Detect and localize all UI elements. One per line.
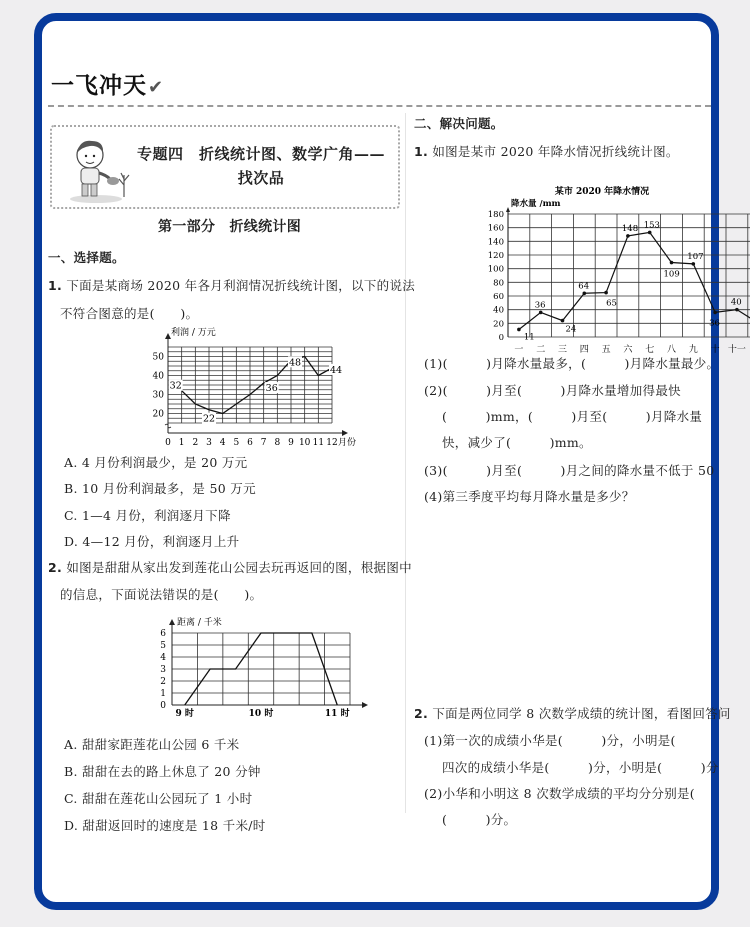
x-axis-arrow <box>342 430 348 436</box>
series-line <box>519 232 750 329</box>
q2-option-b[interactable]: B. 甜甜在去的路上休息了 20 分钟 <box>64 764 261 779</box>
data-point <box>648 231 652 235</box>
x-axis-label: 月份 <box>338 438 357 448</box>
data-point <box>692 262 696 266</box>
brand-title: 一飞冲天 <box>51 73 147 99</box>
q2-text: 如图是甜甜从家出发到莲花山公园去玩再返回的图，根据图中 <box>66 560 412 575</box>
x-tick-label: 12 <box>326 438 338 448</box>
y-axis-arrow <box>169 619 175 625</box>
data-point <box>604 291 608 295</box>
rq1-sub2: (2)( )月至( )月降水量增加得最快 <box>424 383 681 398</box>
y-axis-label: 距离 / 千米 <box>177 618 222 628</box>
rq2-number: 2. <box>414 706 429 721</box>
data-point <box>561 319 565 323</box>
x-tick-label: 八 <box>666 345 677 355</box>
data-label: 65 <box>606 298 617 309</box>
y-tick-label: 60 <box>493 292 504 302</box>
rq2-sub1-cont: 四次的成绩小华是( )分，小明是( )分 <box>442 760 719 775</box>
x-tick-label: 2 <box>192 438 199 448</box>
x-tick-label: 四 <box>579 345 589 355</box>
column-divider <box>405 113 406 813</box>
x-tick-label: 九 <box>688 345 698 355</box>
q1-number: 1. <box>48 278 63 293</box>
y-tick-label: 0 <box>160 701 166 711</box>
y-tick-label: 160 <box>487 223 504 234</box>
x-tick-label: 七 <box>645 345 655 355</box>
rq1-sub2-cont2: 快，减少了( )mm。 <box>442 435 592 450</box>
brand-logo <box>51 67 164 100</box>
y-tick-label: 6 <box>160 629 166 639</box>
y-tick-label: 100 <box>487 264 504 275</box>
rq2-text: 下面是两位同学 8 次数学成绩的统计图，看图回答问 <box>432 706 731 721</box>
rq1-sub2-cont: ( )mm，( )月至( )月降水量 <box>442 409 703 424</box>
x-tick-label: 10 <box>298 438 311 448</box>
data-label: 36 <box>265 383 278 395</box>
x-tick-label: 六 <box>623 345 633 355</box>
x-tick-label: 7 <box>260 438 267 448</box>
y-axis-arrow <box>506 207 510 212</box>
topic-title <box>126 142 396 190</box>
data-point <box>626 234 630 238</box>
rq1-line1 <box>414 142 679 160</box>
x-tick-label: 三 <box>557 345 568 355</box>
data-label: 64 <box>578 281 590 292</box>
x-tick-label: 1 <box>178 438 185 448</box>
rq2-sub2-cont: ( )分。 <box>442 812 517 827</box>
axis-break <box>165 424 171 428</box>
y-tick-label: 1 <box>160 689 166 699</box>
y-tick-label: 0 <box>498 333 504 343</box>
q1-text: 下面是某商场 2020 年各月利润情况折线统计图，以下的说法 <box>66 278 416 293</box>
data-label: 44 <box>330 364 343 376</box>
x-tick-label: 3 <box>206 438 212 448</box>
y-tick-label: 80 <box>493 278 504 289</box>
q2-option-c[interactable]: C. 甜甜在莲花山公园玩了 1 小时 <box>64 791 253 806</box>
q1-option-b[interactable]: B. 10 月份利润最多，是 50 万元 <box>64 481 256 496</box>
x-tick-label: 二 <box>536 345 546 355</box>
y-axis-label: 降水量 /mm <box>511 199 561 209</box>
y-tick-label: 180 <box>487 210 504 220</box>
data-point <box>517 328 521 332</box>
checkmark-icon: ✔ <box>148 77 165 98</box>
data-label: 24 <box>565 324 577 335</box>
q2-line2: 的信息，下面说法错误的是( )。 <box>60 587 263 602</box>
x-tick-label: 9 <box>288 438 294 448</box>
x-tick-label: 十 <box>710 345 720 355</box>
data-point <box>735 308 739 312</box>
y-tick-label: 20 <box>152 409 164 420</box>
q1-option-d[interactable]: D. 4—12 月份，利润逐月上升 <box>64 534 240 549</box>
boy-watering-plant-icon <box>66 135 132 203</box>
topic-title-line2: 找次品 <box>237 169 285 187</box>
data-label: 32 <box>169 380 182 392</box>
x-tick-label: 十一 <box>727 345 746 355</box>
y-tick-label: 30 <box>152 390 164 401</box>
q2-line1 <box>48 558 412 576</box>
section-title-problems: 二、解决问题。 <box>414 116 504 131</box>
data-label: 22 <box>203 413 216 425</box>
rq1-text: 如图是某市 2020 年降水情况折线统计图。 <box>432 144 679 159</box>
q2-option-d[interactable]: D. 甜甜返回时的速度是 18 千米/时 <box>64 818 266 833</box>
x-axis-arrow <box>362 702 368 708</box>
rq1-sub3: (3)( )月至( )月之间的降水量不低于 50 <box>424 463 715 478</box>
rainfall-line-chart <box>422 166 746 358</box>
x-tick-label: 11 <box>312 438 325 448</box>
page-frame <box>34 13 746 910</box>
data-label: 36 <box>709 318 720 329</box>
x-tick-label: 6 <box>247 438 253 448</box>
y-tick-label: 140 <box>487 237 504 248</box>
header-divider <box>48 105 711 107</box>
y-tick-label: 2 <box>160 677 166 687</box>
data-label: 36 <box>534 300 546 311</box>
x-tick-label: 8 <box>274 438 281 448</box>
y-tick-label: 4 <box>160 653 166 663</box>
rq1-sub4: (4)第三季度平均每月降水量是多少？ <box>424 489 635 504</box>
x-tick-label: 4 <box>219 438 226 448</box>
x-tick-label: 一 <box>514 345 524 355</box>
section-title-choice: 一、选择题。 <box>48 250 125 265</box>
distance-line-chart <box>128 613 348 719</box>
part-title: 第一部分 折线统计图 <box>158 219 301 235</box>
rq2-line1 <box>414 704 731 722</box>
x-tick-label: 9 时 <box>175 709 194 719</box>
y-axis-label: 利润 / 万元 <box>171 328 216 338</box>
data-point <box>539 311 543 315</box>
y-tick-label: 5 <box>160 641 166 651</box>
data-label: 109 <box>663 269 680 280</box>
chart-title: 某市 2020 年降水情况 <box>554 187 650 197</box>
profit-line-chart <box>138 325 358 448</box>
y-tick-label: 20 <box>493 319 504 330</box>
y-tick-label: 40 <box>152 371 164 382</box>
q2-option-a[interactable]: A. 甜甜家距莲花山公园 6 千米 <box>64 737 240 752</box>
x-tick-label: 5 <box>233 438 240 448</box>
q1-option-c[interactable]: C. 1—4 月份，利润逐月下降 <box>64 508 231 523</box>
topic-banner <box>50 125 400 209</box>
rq1-number: 1. <box>414 144 429 159</box>
data-point <box>583 291 587 295</box>
worksheet-page <box>42 21 746 902</box>
rq1-sub1: (1)( )月降水量最多，( )月降水量最少。 <box>424 356 720 371</box>
q1-option-a[interactable]: A. 4 月份利润最少，是 20 万元 <box>64 455 248 470</box>
x-tick-label: 0 <box>165 438 171 448</box>
q1-line2: 不符合图意的是( )。 <box>60 306 199 321</box>
data-label: 48 <box>289 357 302 369</box>
x-tick-label: 11 时 <box>324 709 350 719</box>
data-point <box>713 311 717 315</box>
data-label: 107 <box>687 251 704 262</box>
data-label: 40 <box>730 297 742 308</box>
y-tick-label: 120 <box>487 251 504 261</box>
x-tick-label: 五 <box>601 345 611 355</box>
q1-line1 <box>48 276 415 294</box>
y-tick-label: 3 <box>160 665 166 675</box>
data-label: 11 <box>523 332 535 343</box>
topic-title-line1: 专题四 折线统计图、数学广角—— <box>136 145 385 163</box>
x-tick-label: 10 时 <box>248 709 274 719</box>
rq2-sub1: (1)第一次的成绩小华是( )分，小明是( <box>424 733 676 748</box>
y-tick-label: 50 <box>152 352 164 363</box>
y-tick-label: 40 <box>493 305 504 316</box>
data-label: 148 <box>621 223 639 234</box>
data-point <box>670 261 674 265</box>
data-label: 153 <box>643 220 660 231</box>
q2-number: 2. <box>48 560 63 575</box>
rq2-sub2: (2)小华和小明这 8 次数学成绩的平均分分别是( <box>424 786 695 801</box>
